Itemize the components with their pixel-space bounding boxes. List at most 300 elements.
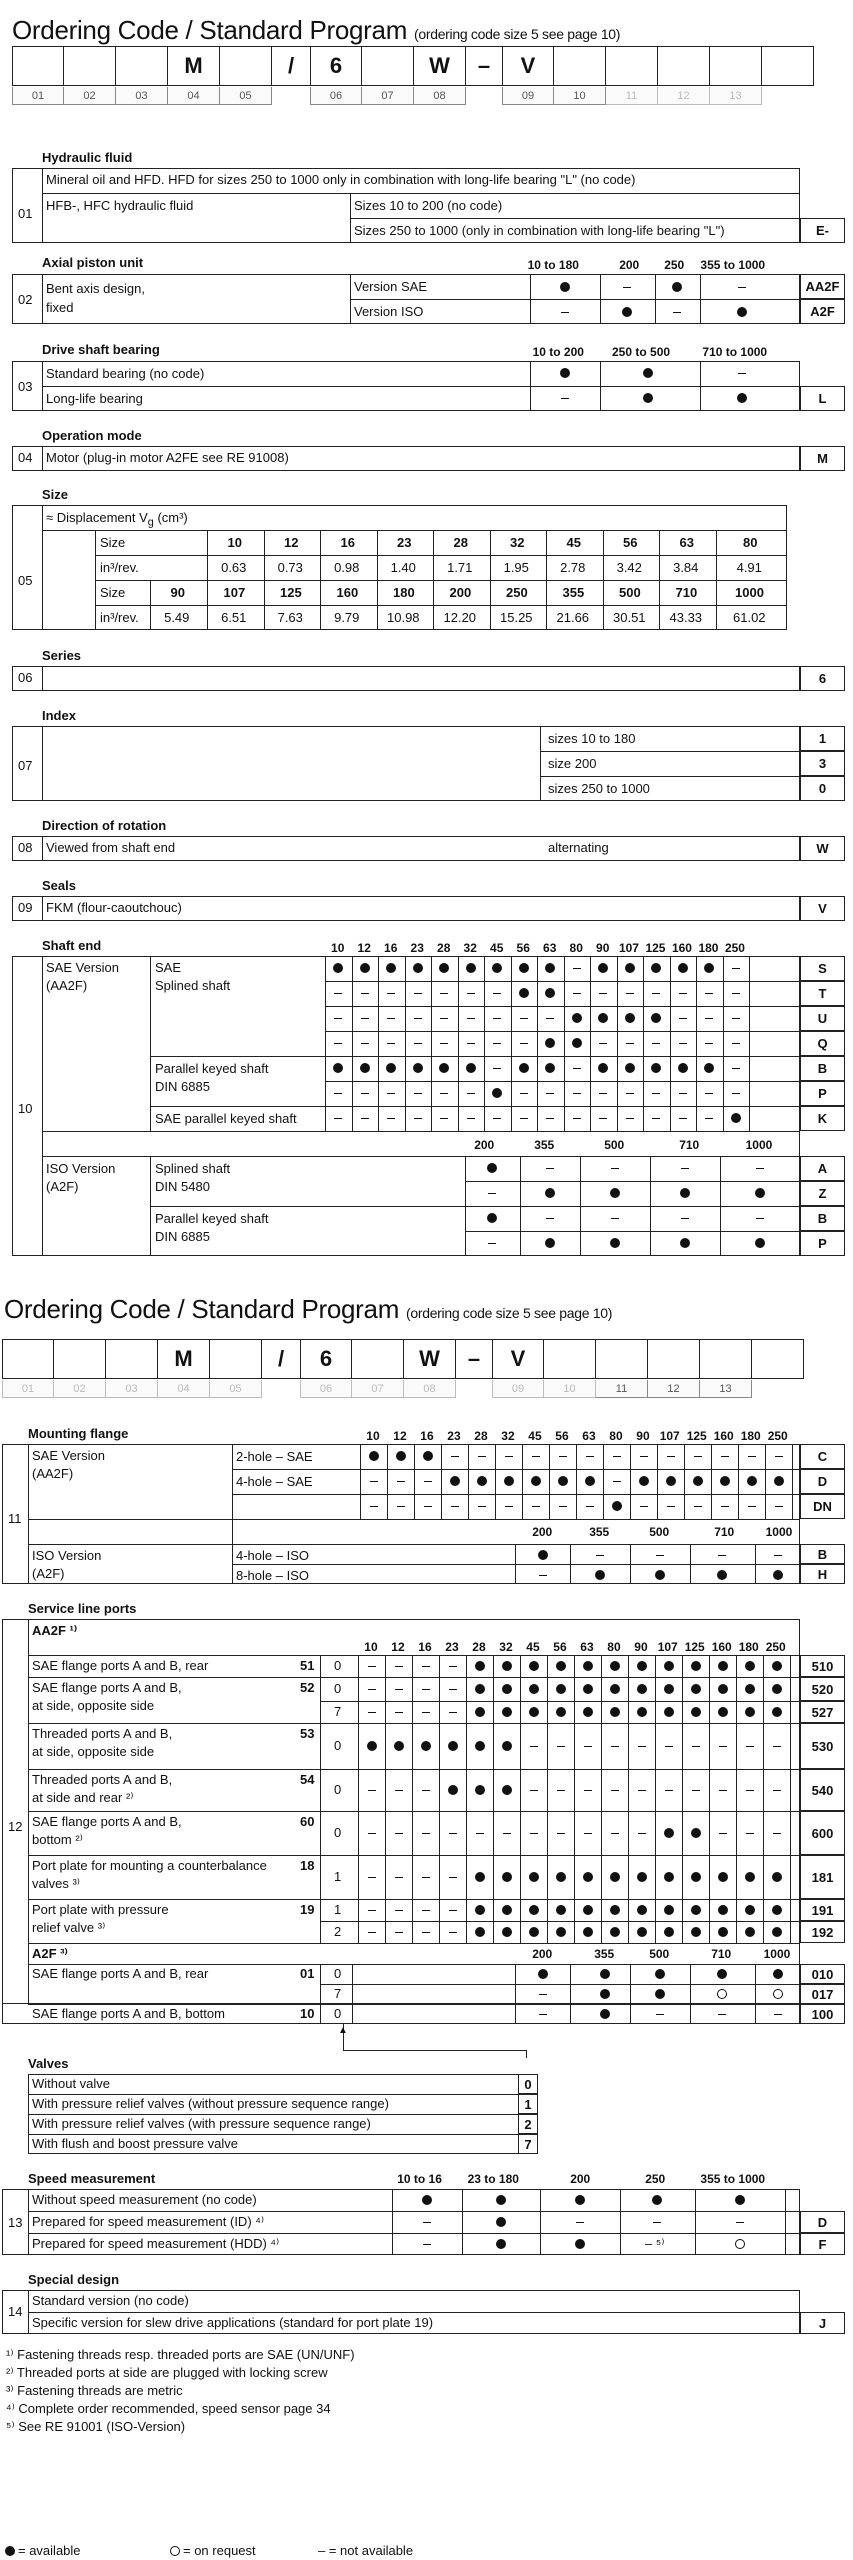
available-dot-icon xyxy=(531,1476,541,1486)
column-divider xyxy=(207,580,208,630)
available-dot-icon xyxy=(413,963,423,973)
row-divider xyxy=(28,2134,538,2135)
shaft-size-header: 90 xyxy=(596,941,610,955)
service-row-label: SAE flange ports A and B, xyxy=(32,1680,182,1695)
section-title: Drive shaft bearing xyxy=(42,342,160,357)
not-available-dash-icon xyxy=(546,1093,554,1094)
code-box: P xyxy=(800,1231,845,1256)
not-available-dash-icon xyxy=(573,1118,581,1119)
mount-row: 4-hole – ISO xyxy=(236,1548,309,1563)
code-cell xyxy=(658,46,710,86)
available-dot-icon xyxy=(572,1013,582,1023)
footnote: ⁴⁾ Complete order recommended, speed sensor page 34 xyxy=(6,2401,331,2416)
position-number: 08 xyxy=(414,87,466,105)
service-row-label: bottom ²⁾ xyxy=(32,1832,83,1847)
iso-col-header: 200 xyxy=(532,1525,553,1539)
available-dot-icon xyxy=(585,1476,595,1486)
code-box: H xyxy=(800,1564,845,1584)
available-dot-icon xyxy=(666,1476,676,1486)
valve-row-label: With pressure relief valves (with pressure sequence range) xyxy=(32,2116,371,2131)
row-divider xyxy=(28,1519,800,1520)
code-separator: – xyxy=(456,1339,492,1379)
available-dot-icon xyxy=(538,1550,548,1560)
available-dot-icon xyxy=(600,1969,610,1979)
not-available-dash-icon xyxy=(488,1243,496,1244)
available-dot-icon xyxy=(572,1038,582,1048)
not-available-dash-icon xyxy=(738,287,746,288)
section-title: Mounting flange xyxy=(28,1426,129,1441)
iso-col-header: 1000 xyxy=(745,1138,773,1152)
column-divider xyxy=(42,956,43,1256)
size-value: 28 xyxy=(453,535,468,550)
row-divider xyxy=(150,1056,325,1057)
not-available-dash-icon xyxy=(652,993,660,994)
position-number: 05 xyxy=(210,1380,262,1398)
drive-shaft-row: Long-life bearing xyxy=(46,391,143,406)
not-available-dash-icon xyxy=(679,1118,687,1119)
inrev-value: 1.71 xyxy=(447,560,473,575)
position-number: 04 xyxy=(158,1380,210,1398)
shaft-type-label: SAE parallel keyed shaft xyxy=(155,1111,297,1126)
available-dot-icon xyxy=(575,2239,585,2249)
shaft-type-label: Splined shaft xyxy=(155,1161,231,1176)
not-available-dash-icon xyxy=(694,1506,702,1507)
not-available-dash-icon xyxy=(613,1456,621,1457)
not-available-dash-icon xyxy=(656,2014,664,2015)
column-header: 250 xyxy=(664,258,685,272)
iso-col-header: 200 xyxy=(532,1947,553,1961)
gap xyxy=(466,87,502,105)
column-divider xyxy=(352,956,353,1131)
section-number: 07 xyxy=(18,758,33,773)
available-dot-icon xyxy=(369,1451,379,1461)
service-size-header: 28 xyxy=(472,1640,486,1654)
not-available-dash-icon xyxy=(546,1118,554,1119)
row-divider xyxy=(540,776,800,777)
shaft-end-label: ISO Version xyxy=(46,1161,116,1176)
column-divider xyxy=(414,1444,415,1519)
row-divider xyxy=(42,1131,800,1132)
special-row: Standard version (no code) xyxy=(32,2293,189,2308)
not-available-dash-icon xyxy=(532,1456,540,1457)
column-divider xyxy=(42,726,43,801)
shaft-size-header: 160 xyxy=(671,941,692,955)
row-divider xyxy=(325,981,800,982)
available-dot-icon xyxy=(655,1989,665,1999)
not-available-dash-icon xyxy=(440,1093,448,1094)
size-value: 125 xyxy=(280,585,302,600)
column-divider xyxy=(28,1444,29,1584)
available-dot-icon xyxy=(678,963,688,973)
available-dot-icon xyxy=(519,1063,529,1073)
not-available-dash-icon xyxy=(596,1555,604,1556)
disp-sub: g xyxy=(147,516,154,529)
inrev-value: 2.78 xyxy=(560,560,586,575)
size-value: 80 xyxy=(743,535,758,550)
row-divider xyxy=(95,555,787,556)
section-number: 13 xyxy=(8,2215,23,2230)
iso-col-header: 355 xyxy=(589,1525,610,1539)
available-dot-icon xyxy=(655,1570,665,1580)
code-box: 017 xyxy=(800,1984,845,2004)
position-number: 02 xyxy=(64,87,116,105)
not-available-dash-icon xyxy=(423,2244,431,2245)
inrev-value: 1.40 xyxy=(390,560,416,575)
available-dot-icon xyxy=(496,2217,506,2227)
inrev-value: 10.98 xyxy=(387,610,420,625)
available-dot-icon xyxy=(545,1238,555,1248)
size-value: 500 xyxy=(619,585,641,600)
inrev-label: in³/rev. xyxy=(100,560,139,575)
position-number-bar-2 xyxy=(2,1380,752,1398)
not-available-dash-icon xyxy=(694,1456,702,1457)
not-available-dash-icon xyxy=(424,1506,432,1507)
available-dot-icon xyxy=(422,2195,432,2205)
valve-row-label: With flush and boost pressure valve xyxy=(32,2136,238,2151)
service-row-sub: 0 xyxy=(334,1738,342,1753)
inrev-value: 0.63 xyxy=(221,560,247,575)
inrev-value: 9.79 xyxy=(334,610,360,625)
not-available-dash-icon xyxy=(774,1555,782,1556)
service-row-sub: 2 xyxy=(334,1924,342,1939)
section-title: Size xyxy=(42,487,69,502)
iso-col-header: 1000 xyxy=(763,1947,791,1961)
available-dot-icon xyxy=(625,963,635,973)
position-number-bar xyxy=(12,87,762,105)
speed-col-header: 355 to 1000 xyxy=(700,2172,766,2186)
not-available-dash-icon xyxy=(361,1018,369,1019)
footnote: ¹⁾ Fastening threads resp. threaded ports are SAE (UN/UNF) xyxy=(6,2347,355,2362)
not-available-dash-icon xyxy=(414,1093,422,1094)
not-available-dash-icon xyxy=(573,1093,581,1094)
code-cell xyxy=(352,1339,404,1379)
available-dot-icon xyxy=(747,1476,757,1486)
code-box: 530 xyxy=(800,1723,845,1769)
available-dot-icon xyxy=(652,2195,662,2205)
position-number: 07 xyxy=(362,87,414,105)
service-row-sub: 0 xyxy=(334,1658,342,1673)
not-available-dash-icon xyxy=(440,993,448,994)
code-box: B xyxy=(800,1544,845,1564)
not-available-dash-icon xyxy=(493,1118,501,1119)
column-divider xyxy=(431,956,432,1131)
not-available-dash-icon xyxy=(488,1193,496,1194)
code-cell xyxy=(12,46,64,86)
code-cell xyxy=(210,1339,262,1379)
not-available-dash-icon xyxy=(370,1481,378,1482)
service-size-header: 160 xyxy=(711,1640,732,1654)
code-box: 510 xyxy=(800,1655,845,1677)
column-header: 200 xyxy=(619,258,640,272)
service-size-header: 10 xyxy=(364,1640,378,1654)
inrev-value: 4.91 xyxy=(736,560,762,575)
column-divider xyxy=(590,956,591,1131)
position-number: 06 xyxy=(310,87,362,105)
inrev-value: 1.95 xyxy=(503,560,529,575)
size-value: 32 xyxy=(510,535,525,550)
section-title: Service line ports xyxy=(28,1601,137,1616)
not-available-dash-icon xyxy=(613,1481,621,1482)
not-available-dash-icon xyxy=(732,1043,740,1044)
section-title: Direction of rotation xyxy=(42,818,167,833)
iso-col-header: 710 xyxy=(711,1947,732,1961)
service-outer-box xyxy=(2,1619,800,2024)
service-row-label: at side and rear ²⁾ xyxy=(32,1790,134,1805)
valve-row-label: With pressure relief valves (without pressure sequence range) xyxy=(32,2096,389,2111)
seals-row: FKM (flour-caoutchouc) xyxy=(46,900,182,915)
mount-size-header: 63 xyxy=(582,1429,596,1443)
row-divider xyxy=(150,1106,325,1107)
not-available-dash-icon xyxy=(732,993,740,994)
service-row-label: Port plate for mounting a counterbalance xyxy=(32,1858,267,1873)
available-dot-icon xyxy=(720,1476,730,1486)
shaft-size-header: 56 xyxy=(516,941,530,955)
code-box: B xyxy=(800,1056,845,1081)
not-available-dash-icon xyxy=(667,1506,675,1507)
not-available-dash-icon xyxy=(467,1093,475,1094)
speed-row-label: Prepared for speed measurement (HDD) ⁴⁾ xyxy=(32,2236,280,2251)
shaft-type-label: DIN 5480 xyxy=(155,1179,210,1194)
size-label: Size xyxy=(100,585,126,600)
not-available-dash-icon xyxy=(493,993,501,994)
available-dot-icon xyxy=(519,988,529,998)
column-divider xyxy=(530,274,531,324)
not-available-dash-icon xyxy=(652,1043,660,1044)
shaft-size-header: 63 xyxy=(543,941,557,955)
column-divider xyxy=(392,2189,393,2255)
not-available-dash-icon xyxy=(679,1018,687,1019)
index-row: size 200 xyxy=(548,756,597,771)
position-number: 01 xyxy=(12,87,64,105)
available-dot-icon xyxy=(737,307,747,317)
position-number: 02 xyxy=(54,1380,106,1398)
footnote: ²⁾ Threaded ports at side are plugged with locking screw xyxy=(6,2365,328,2380)
table-box xyxy=(12,726,800,801)
a2f-row-sub: 0 xyxy=(334,1966,342,1981)
inrev-value: 5.49 xyxy=(164,610,190,625)
row-divider xyxy=(232,1494,800,1495)
section-number: 01 xyxy=(18,206,33,221)
code-box: 181 xyxy=(800,1855,845,1899)
code-cell xyxy=(762,46,814,86)
column-divider xyxy=(150,580,151,630)
size-value: 160 xyxy=(336,585,359,600)
shaft-size-header: 32 xyxy=(463,941,477,955)
position-number: 07 xyxy=(352,1380,404,1398)
not-available-dash-icon xyxy=(467,1018,475,1019)
column-divider xyxy=(546,580,547,630)
not-available-dash-icon xyxy=(573,968,581,969)
mount-size-header: 125 xyxy=(686,1429,707,1443)
not-available-dash-icon xyxy=(573,1068,581,1069)
column-divider xyxy=(232,1444,233,1584)
not-available-dash-icon xyxy=(623,287,631,288)
service-size-header: 16 xyxy=(418,1640,432,1654)
column-header: 710 to 1000 xyxy=(702,345,768,359)
code-box: 2 xyxy=(518,2114,538,2134)
code-box: K xyxy=(800,1106,845,1131)
size-value: 45 xyxy=(566,535,581,550)
available-dot-icon xyxy=(538,1969,548,1979)
index-row: sizes 10 to 180 xyxy=(548,731,636,746)
service-row-label: at side, opposite side xyxy=(32,1744,155,1759)
code-box: T xyxy=(800,981,845,1006)
available-dot-icon xyxy=(560,368,570,378)
not-available-dash-icon xyxy=(705,993,713,994)
not-available-dash-icon xyxy=(539,1575,547,1576)
not-available-dash-icon xyxy=(679,1043,687,1044)
shaft-size-header: 125 xyxy=(645,941,666,955)
not-available-dash-icon xyxy=(423,2222,431,2223)
inrev-value: 15.25 xyxy=(500,610,533,625)
mount-size-header: 23 xyxy=(447,1429,461,1443)
service-row-sub: 0 xyxy=(334,1681,342,1696)
inrev-value: 0.98 xyxy=(334,560,360,575)
iso-col-header: 710 xyxy=(714,1525,735,1539)
not-available-dash-icon xyxy=(387,1043,395,1044)
column-divider xyxy=(377,580,378,630)
code-box: 100 xyxy=(800,2004,845,2024)
footnote: ⁵⁾ See RE 91001 (ISO-Version) xyxy=(6,2419,186,2434)
size-value: 107 xyxy=(223,585,246,600)
code-box: M xyxy=(800,446,845,471)
column-divider xyxy=(264,580,265,630)
code-box: J xyxy=(800,2312,845,2334)
size-value: 16 xyxy=(340,535,355,550)
code-box: 0 xyxy=(800,776,845,801)
row-divider xyxy=(350,218,800,219)
column-divider xyxy=(522,1444,523,1519)
available-dot-icon xyxy=(755,1188,765,1198)
column-divider xyxy=(433,580,434,630)
code-box: A2F xyxy=(800,299,845,324)
available-dot-icon xyxy=(693,1476,703,1486)
code-cell: W xyxy=(404,1339,456,1379)
table-box xyxy=(2,1444,800,1584)
available-dot-icon xyxy=(558,1476,568,1486)
available-dot-icon xyxy=(5,2546,15,2556)
a2f-row-number: 01 xyxy=(300,1966,315,1981)
not-available-dash-icon xyxy=(681,1218,689,1219)
section-number: 09 xyxy=(18,900,33,915)
not-available-dash-icon xyxy=(599,1093,607,1094)
not-available-dash-icon xyxy=(334,1118,342,1119)
size-value: 12 xyxy=(284,535,299,550)
not-available-dash-icon xyxy=(520,1043,528,1044)
size-value: 355 xyxy=(562,585,585,600)
a2f-row-number: 10 xyxy=(300,2006,315,2021)
service-size-header: 90 xyxy=(634,1640,648,1654)
code-separator: – xyxy=(466,46,502,86)
position-number: 12 xyxy=(658,87,710,105)
not-available-dash-icon xyxy=(656,1555,664,1556)
pointer-arrow-line xyxy=(343,2050,526,2051)
mount-row: 2-hole – SAE xyxy=(236,1449,313,1464)
available-dot-icon xyxy=(680,1188,690,1198)
available-dot-icon xyxy=(423,1451,433,1461)
service-row-number: 18 xyxy=(300,1858,315,1873)
code-box: L xyxy=(800,386,845,411)
shaft-end-label: SAE Version xyxy=(46,960,119,975)
available-dot-icon xyxy=(755,1238,765,1248)
column-divider xyxy=(484,956,485,1131)
column-divider xyxy=(490,580,491,630)
section-number: 03 xyxy=(18,379,33,394)
speed-note: – ⁵⁾ xyxy=(645,2236,665,2251)
mount-size-header: 56 xyxy=(555,1429,569,1443)
on-request-circle-icon xyxy=(735,2239,745,2249)
not-available-dash-icon xyxy=(652,1093,660,1094)
column-divider xyxy=(620,2189,621,2255)
not-available-dash-icon xyxy=(440,1018,448,1019)
not-available-dash-icon xyxy=(387,1018,395,1019)
available-dot-icon xyxy=(773,1969,783,1979)
version-label: Version SAE xyxy=(354,279,427,294)
column-divider xyxy=(696,956,697,1131)
speed-row-label: Without speed measurement (no code) xyxy=(32,2192,257,2207)
code-cell xyxy=(648,1339,700,1379)
not-available-dash-icon xyxy=(653,2222,661,2223)
not-available-dash-icon xyxy=(756,1168,764,1169)
mount-size-header: 160 xyxy=(713,1429,734,1443)
available-dot-icon xyxy=(600,1989,610,1999)
legend-not-available: – = not available xyxy=(318,2543,414,2558)
position-number: 13 xyxy=(710,87,762,105)
not-available-dash-icon xyxy=(652,1118,660,1119)
section-number: 02 xyxy=(18,292,33,307)
column-header: 10 to 180 xyxy=(527,258,579,272)
service-row-label: SAE flange ports A and B, rear xyxy=(32,1658,209,1673)
available-dot-icon xyxy=(496,2195,506,2205)
column-divider xyxy=(716,580,717,630)
mount-size-header: 12 xyxy=(393,1429,407,1443)
not-available-dash-icon xyxy=(599,993,607,994)
rotation-value: alternating xyxy=(548,840,609,855)
code-cell xyxy=(362,46,414,86)
row-divider xyxy=(232,1469,800,1470)
disp-unit: (cm³) xyxy=(153,510,188,525)
column-divider xyxy=(684,1444,685,1519)
not-available-dash-icon xyxy=(451,1456,459,1457)
inrev-value: 7.63 xyxy=(277,610,303,625)
inrev-value: 21.66 xyxy=(556,610,590,625)
shaft-type-label: DIN 6885 xyxy=(155,1229,210,1244)
code-cell: W xyxy=(414,46,466,86)
service-size-header: 63 xyxy=(580,1640,594,1654)
not-available-dash-icon xyxy=(775,1506,783,1507)
mount-size-header: 90 xyxy=(636,1429,650,1443)
shaft-type-label: Parallel keyed shaft xyxy=(155,1061,269,1076)
column-divider xyxy=(630,1444,631,1519)
not-available-dash-icon xyxy=(414,1043,422,1044)
not-available-dash-icon xyxy=(718,2014,726,2015)
a2f-row-sub: 7 xyxy=(334,1986,342,2001)
section-title: Special design xyxy=(28,2272,120,2287)
shaft-size-header: 12 xyxy=(357,941,371,955)
shaft-end-label: (A2F) xyxy=(46,1179,79,1194)
valve-row-label: Without valve xyxy=(32,2076,111,2091)
code-box: 192 xyxy=(800,1921,845,1943)
mount-size-header: 28 xyxy=(474,1429,488,1443)
code-box: 1 xyxy=(518,2094,538,2114)
column-divider xyxy=(600,274,601,324)
column-divider xyxy=(792,1444,793,1519)
size-value: 23 xyxy=(397,535,412,550)
section-title: Seals xyxy=(42,878,76,893)
service-size-header: 56 xyxy=(553,1640,567,1654)
page-title-2: Ordering Code / Standard Program (ordering code size 5 see page 10) xyxy=(4,1294,613,1324)
column-divider xyxy=(42,446,43,471)
